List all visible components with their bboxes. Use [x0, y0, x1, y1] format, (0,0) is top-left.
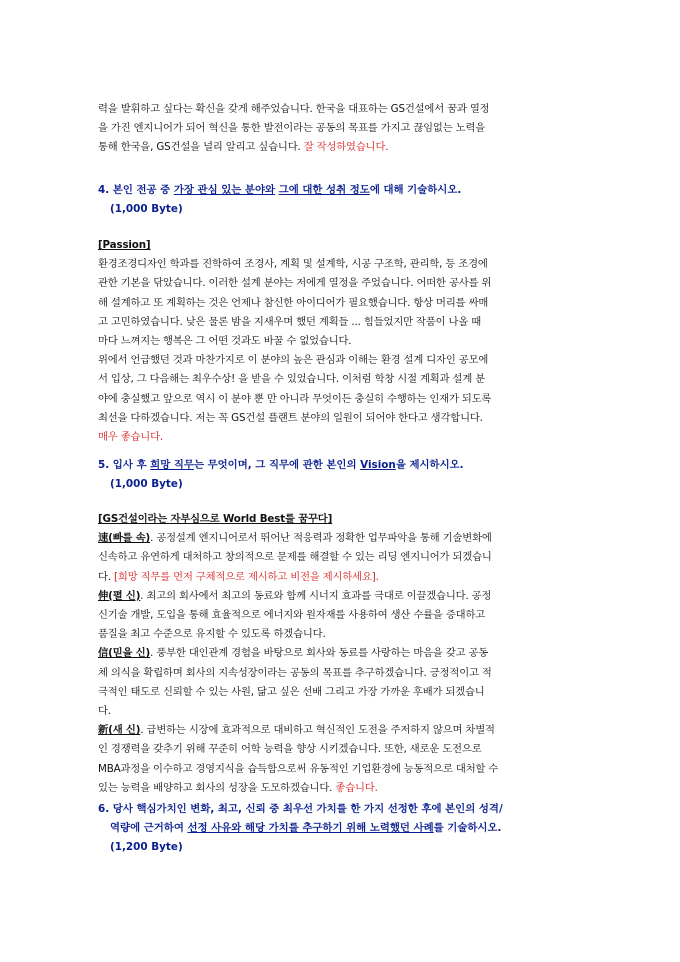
q4-underlined: 그에 대한 성취 정도 [278, 184, 370, 196]
question-6 [98, 800, 598, 857]
keyword-speed: 速(빠를 속) [98, 532, 151, 545]
reviewer-comment: [희망 직무를 먼저 구체적으로 제시하고 비전을 제시하세요]. [110, 570, 379, 583]
answer-5-text: . 풍부한 대인관계 경험을 바탕으로 회사와 동료를 사랑하는 마음을 갖고 공동 [150, 647, 489, 660]
answer-4-header: [Passion] [98, 239, 151, 251]
answer-4 [98, 236, 584, 447]
question-6-line [98, 819, 598, 838]
answer-5-line: 극적인 태도로 신뢰할 수 있는 사원, 닮고 싶은 선배 그리고 가장 가까운 후배가 되겠습니 [98, 685, 485, 698]
question-4-text [98, 184, 461, 196]
answer-4-line: 최선을 다하겠습니다. 저는 꼭 GS건설 플랜트 분야의 일원이 되어야 한다고 생각합니다. [98, 411, 483, 424]
question-5-text [98, 459, 464, 471]
keyword-trust: 信(믿을 신) [98, 647, 151, 660]
answer-5-line: 다. [98, 705, 111, 718]
q4-part: 에 대해 기술하시오. [369, 184, 462, 196]
answer-5-line [98, 721, 584, 740]
answer-4-line: 해 설계하고 또 계획하는 것은 언제나 참신한 아이디어가 필요했습니다. 항상 머리를 싸매 [98, 296, 489, 309]
reviewer-comment: 좋습니다. [332, 781, 378, 794]
reviewer-comment: 매우 좋습니다. [98, 431, 164, 444]
answer-5-line: 신기술 개발, 도입을 통해 효율적으로 에너지와 원자재를 사용하여 생산 수률을 증대하고 [98, 609, 486, 622]
question-6-line: 6. 당사 핵심가치인 변화, 최고, 신뢰 중 최우선 가치를 한 가지 선정한 후에 본인의 성격/ [98, 803, 503, 815]
answer-4-line: 관한 기본을 닦았습니다. 이러한 설계 분야는 저에게 열정을 주었습니다. 어떠한 공사를 위 [98, 277, 492, 290]
answer-4-line: 야에 충실했고 앞으로 역시 이 분야 뿐 만 아니라 무엇이든 충실히 수행하는 인재가 되도록 [98, 392, 492, 405]
q5-part: 을 제시하시오. [395, 459, 464, 471]
q5-underlined: 희망 직무 [150, 459, 194, 471]
answer-5 [98, 510, 584, 798]
answer-5-line [98, 568, 584, 587]
q6-underlined: 선정 사유와 해당 가치를 추구하기 위해 노력했던 사례 [187, 822, 434, 834]
answer-5-header: [GS건설이라는 자부심으로 World Best를 꿈꾸다] [98, 513, 333, 525]
q4-underlined: 가장 관심 있는 분야와 [173, 184, 276, 196]
answer-5-line: 체 의식을 확립하며 회사의 지속성장이라는 공동의 목표를 추구하겠습니다. 긍정적이고 적 [98, 666, 492, 679]
intro-paragraph [98, 100, 584, 158]
answer-5-text: . 급변하는 시장에 효과적으로 대비하고 혁신적인 도전을 주저하지 않으며 차별적 [140, 724, 495, 737]
answer-5-text: . 공정설계 엔지니어로서 뛰어난 적응력과 정확한 업무파악을 통해 기술변화에 [150, 532, 492, 545]
answer-4-line: 환경조경디자인 학과를 진학하여 조경사, 계획 및 설계학, 시공 구조학, 관리학, 등 조경에 [98, 258, 488, 271]
answer-5-line [98, 644, 584, 663]
answer-5-line [98, 529, 584, 548]
question-5-bytes: (1,000 Byte) [110, 478, 183, 490]
answer-5-line: 품질을 최고 수준으로 유지할 수 있도록 하겠습니다. [98, 628, 326, 641]
answer-5-line: 신속하고 유연하게 대처하고 창의적으로 문제를 해결할 수 있는 리딩 엔지니어가 되겠습니 [98, 551, 492, 564]
keyword-stretch: 伸(펼 신) [98, 589, 141, 602]
q4-part: 4. 본인 전공 중 [98, 184, 174, 196]
answer-5-line [98, 587, 584, 606]
intro-text: 통해 한국을, GS건설을 널리 알리고 싶습니다. [98, 141, 301, 154]
intro-line [98, 138, 584, 157]
q6-part: 를 기술하시오. [433, 822, 502, 834]
q5-part: 는 무엇이며, 그 직무에 관한 본인의 [193, 459, 361, 471]
answer-4-line: 마다 느껴지는 행복은 그 어떤 것과도 바꿀 수 없었습니다. [98, 335, 352, 348]
q5-underlined: Vision [360, 459, 396, 471]
question-5 [98, 456, 598, 494]
intro-line: 을 가진 엔지니어가 되어 혁신을 통한 발전이라는 공동의 목표를 가지고 끊임없는 노력을 [98, 122, 486, 135]
answer-5-line: MBA과정을 이수하고 경영지식을 습득함으로써 유동적인 기업환경에 능동적으로 대처할 수 [98, 762, 499, 775]
question-4 [98, 181, 598, 219]
q5-part: 5. 입사 후 [98, 459, 151, 471]
intro-line: 력을 발휘하고 싶다는 확신을 갖게 해주었습니다. 한국을 대표하는 GS건설에서 꿈과 열정 [98, 103, 490, 115]
answer-5-line [98, 779, 584, 798]
answer-4-line: 고 고민하였습니다. 낮은 물론 밤을 지새우며 했던 계획들 ... 힘들었지만 작품이 나올 때 [98, 315, 482, 328]
keyword-new: 新(새 신) [98, 724, 141, 737]
answer-4-line: 위에서 언급했던 것과 마찬가지로 이 분야의 높은 관심과 이해는 환경 설계 디자인 공모에 [98, 354, 489, 367]
q6-part: 역량에 근거하여 [110, 822, 188, 834]
answer-4-line: 서 입상, 그 다음해는 최우수상! 을 받을 수 있었습니다. 이처럼 학창 시절 계획과 설계 분 [98, 373, 486, 386]
answer-5-line: 인 경쟁력을 갖추기 위해 꾸준히 어학 능력을 향상 시키겠습니다. 또한, 새로운 도전으로 [98, 743, 482, 756]
reviewer-comment: 잘 작성하였습니다. [300, 141, 389, 154]
question-4-bytes: (1,000 Byte) [110, 203, 183, 215]
question-6-bytes: (1,200 Byte) [110, 841, 183, 853]
answer-5-text: . 최고의 회사에서 최고의 동료와 함께 시너지 효과를 극대로 이끌겠습니다. 공정 [140, 589, 492, 602]
answer-5-text: 다. [98, 570, 111, 583]
answer-5-text: 있는 능력을 배양하고 회사의 성장을 도모하겠습니다. [98, 781, 333, 794]
